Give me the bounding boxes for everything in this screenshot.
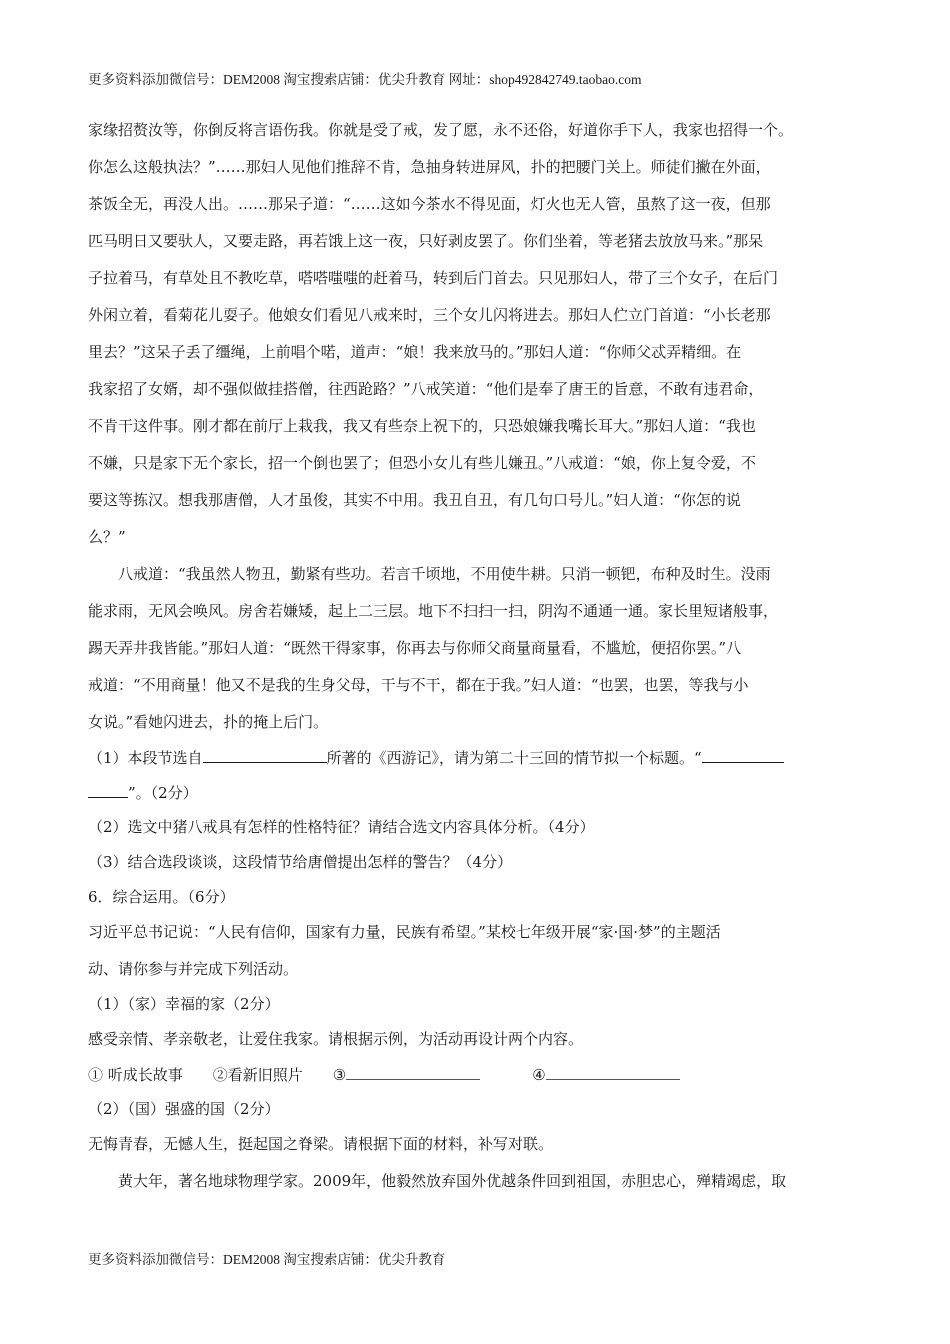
document-body	[88, 120, 868, 1208]
material-text: 黄大年，著名地球物理学家。2009年，他毅然放弃国外优越条件回到祖国，赤胆忠心，殚精竭虑，取	[118, 1172, 787, 1190]
question-1	[88, 747, 868, 782]
option-4-label: ④	[532, 1066, 546, 1084]
section-6-intro: 习近平总书记说：“人民有信仰，国家有力量，民族有希望。”某校七年级开展“家·国·梦”的主题活	[88, 923, 721, 941]
activity-options	[88, 1064, 868, 1099]
passage-line: 不嫌，只是家下无个家长，招一个倒也罢了；但恐小女儿有些儿嫌丑。”八戒道：“娘，你上复令爱，不	[88, 454, 756, 472]
section-6-intro-cont: 动、请你参与并完成下列活动。	[88, 960, 299, 978]
part-1-title: （1）（家）幸福的家（2分）	[88, 995, 280, 1013]
question-1-part-b: 所著的《西游记》，请为第二十三回的情节拟一个标题。“	[326, 749, 702, 767]
passage-line: 外闲立着，看菊花儿耍子。他娘女们看见八戒来时，三个女儿闪将进去。那妇人伫立门首道：“小长老那	[88, 306, 771, 324]
author-blank[interactable]	[203, 747, 327, 763]
part-2-desc: 无悔青春，无憾人生，挺起国之脊梁。请根据下面的材料，补写对联。	[88, 1135, 554, 1153]
question-3: （3）结合选段谈谈，这段情节给唐僧提出怎样的警告？（4分）	[88, 853, 513, 871]
option-4-blank[interactable]	[546, 1064, 680, 1080]
passage-line: 要这等拣汉。想我那唐僧，人才虽俊，其实不中用。我丑自丑，有几句口号儿。”妇人道：“你怎的说	[88, 491, 741, 509]
passage-line: 匹马明日又要驮人，又要走路，再若饿上这一夜，只好剥皮罢了。你们坐着，等老猪去放放马来。”那呆	[88, 232, 764, 250]
passage-line: 八戒道：“我虽然人物丑，勤紧有些功。若言千顷地，不用使牛耕。只消一顿钯，布种及时生。没雨	[118, 565, 771, 583]
part-1-desc: 感受亲情、孝亲敬老，让爱住我家。请根据示例，为活动再设计两个内容。	[88, 1030, 584, 1048]
question-1-part-c: ”。（2分）	[128, 784, 198, 802]
passage-line: 能求雨，无风会唤风。房舍若嫌矮，起上二三层。地下不扫扫一扫，阴沟不通通一通。家长里短诸般事，	[88, 602, 779, 620]
title-blank-cont[interactable]	[88, 782, 128, 798]
question-1-part-a: （1）本段节选自	[88, 749, 203, 767]
question-1-cont	[88, 782, 868, 817]
passage-line: 不肯干这件事。刚才都在前厅上栽我，我又有些奈上祝下的，只恐娘嫌我嘴长耳大。”那妇人道：“我也	[88, 417, 756, 435]
option-2: ②看新旧照片	[212, 1066, 303, 1084]
page-footer: 更多资料添加微信号：DEM2008 淘宝搜索店铺：优尖升教育	[88, 1252, 446, 1267]
passage-line: 戒道：“不用商量！他又不是我的生身父母，干与不干，都在于我。”妇人道：“也罢，也罢，等我与小	[88, 676, 749, 694]
passage-line: 么？”	[88, 528, 126, 546]
passage-line: 茶饭全无，再没人出。……那呆子道：“……这如今茶水不得见面，灯火也无人管，虽熬了这一夜，但那	[88, 195, 771, 213]
option-1: ① 听成长故事	[88, 1066, 183, 1084]
title-blank[interactable]	[702, 747, 784, 763]
passage-line: 子拉着马，有草处且不教吃草，嗒嗒嗤嗤的赶着马，转到后门首去。只见那妇人，带了三个女子，在后门	[88, 269, 779, 287]
section-6-title: 6．综合运用。（6分）	[88, 888, 235, 906]
passage-line: 踢天弄井我皆能。”那妇人道：“既然干得家事，你再去与你师父商量商量看，不尴尬，便招你罢。”八	[88, 639, 742, 657]
passage-line: 女说。”看她闪进去，扑的掩上后门。	[88, 713, 329, 731]
option-3-label: ③	[332, 1066, 347, 1084]
passage-line: 你怎么这般执法？”……那妇人见他们推辞不肯，急抽身转进屏风，扑的把腰门关上。师徒们撇在外面，	[88, 158, 771, 176]
passage-line: 家缘招赘汝等，你倒反将言语伤我。你就是受了戒，发了愿，永不还俗，好道你手下人，我家也招得一个。	[88, 121, 794, 139]
option-3-blank[interactable]	[346, 1064, 480, 1080]
part-2-title: （2）（国）强盛的国（2分）	[88, 1100, 280, 1118]
page-header: 更多资料添加微信号：DEM2008 淘宝搜索店铺：优尖升教育 网址：shop492842749.taobao.com	[88, 72, 642, 87]
passage-line: 里去？”这呆子丢了缰绳，上前唱个喏，道声：“娘！我来放马的。”那妇人道：“你师父忒弄精细。在	[88, 343, 742, 361]
passage-line: 我家招了女婿，却不强似做挂搭僧，往西跄路？”八戒笑道：“他们是奉了唐王的旨意，不敢有违君命，	[88, 380, 764, 398]
question-2: （2）选文中猪八戒具有怎样的性格特征？请结合选文内容具体分析。（4分）	[88, 818, 595, 836]
